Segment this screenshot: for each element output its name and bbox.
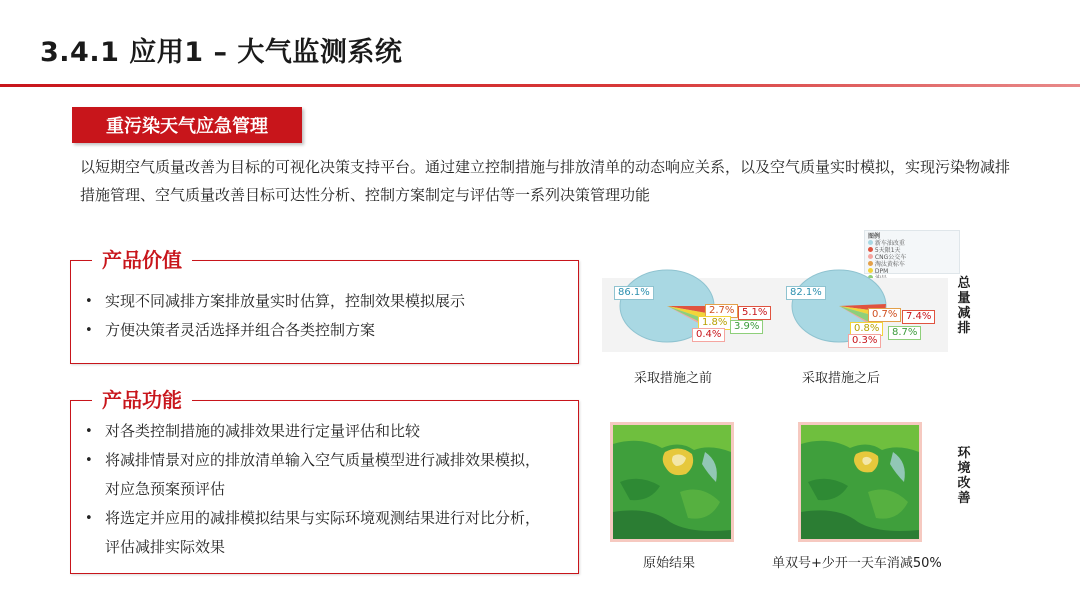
product-value-list [79, 287, 465, 345]
legend-entry: 淘汰黄标车 [868, 261, 913, 268]
product-value-box [70, 260, 579, 364]
list-item: • 方便决策者灵活选择并组合各类控制方案 [85, 321, 376, 339]
environment-side-label: 环境改善 [957, 446, 971, 506]
legend-swatch [868, 240, 873, 245]
list-item-continuation: 评估减排实际效果 [105, 538, 226, 556]
map-scenario [798, 422, 922, 542]
legend-swatch [868, 247, 873, 252]
legend-swatch [868, 254, 873, 259]
pie-label: 0.4% [692, 328, 725, 342]
list-item: • 将选定并应用的减排模拟结果与实际环境观测结果进行对比分析， [85, 509, 541, 527]
pie-label: 0.7% [868, 308, 901, 322]
map-scenario-caption: 单双号+少开一天车消减50% [772, 556, 942, 571]
product-function-list [79, 417, 540, 562]
pie-label: 1.8% [698, 316, 731, 330]
pie-label: 86.1% [614, 286, 654, 300]
pie-after-caption: 采取措施之后 [802, 371, 881, 386]
product-function-box [70, 400, 579, 574]
legend-entry: 5天限1天 [868, 247, 913, 254]
pie-label: 7.4% [902, 310, 935, 324]
legend-entry: 新车油改重 [868, 240, 913, 247]
map-original-caption: 原始结果 [643, 556, 696, 571]
list-item: • 实现不同减排方案排放量实时估算，控制效果模拟展示 [85, 292, 466, 310]
map-original-graphic [610, 422, 734, 542]
legend-title: 图例 [868, 233, 881, 240]
pie-label: 3.9% [730, 320, 763, 334]
pie-label: 2.7% [705, 304, 738, 318]
section-banner: 重污染天气应急管理 [72, 107, 302, 143]
pie-label: 82.1% [786, 286, 826, 300]
pie-label: 5.1% [738, 306, 771, 320]
map-scenario-graphic [798, 422, 922, 542]
title-divider [0, 84, 1080, 87]
pie-label: 0.8% [850, 322, 883, 336]
list-item-continuation: 对应急预案预评估 [105, 480, 226, 498]
emission-side-label: 总量减排 [957, 276, 971, 336]
product-value-heading: 产品价值 [92, 244, 192, 273]
map-original [610, 422, 734, 542]
list-item: • 对各类控制措施的减排效果进行定量评估和比较 [85, 422, 421, 440]
pie-chart-before [612, 268, 768, 352]
legend-swatch [868, 261, 873, 266]
legend-entry: CNG公交车 [868, 254, 913, 261]
product-function-heading: 产品功能 [92, 384, 192, 413]
page-title: 3.4.1 应用1 – 大气监测系统 [40, 37, 403, 68]
pie-label: 8.7% [888, 326, 921, 340]
pie-before-caption: 采取措施之前 [634, 371, 713, 386]
pie-label: 0.3% [848, 334, 881, 348]
list-item: • 将减排情景对应的排放清单输入空气质量模型进行减排效果模拟， [85, 451, 541, 469]
pie-chart-after [784, 268, 940, 352]
intro-paragraph: 以短期空气质量改善为目标的可视化决策支持平台。通过建立控制措施与排放清单的动态响应关系，以及空气质量实时模拟，实现污染物减排措施管理、空气质量改善目标可达性分析、控制方案制定与评估等一系列决策管理功能 [80, 158, 1011, 204]
legend-entry: DPM [868, 268, 913, 275]
